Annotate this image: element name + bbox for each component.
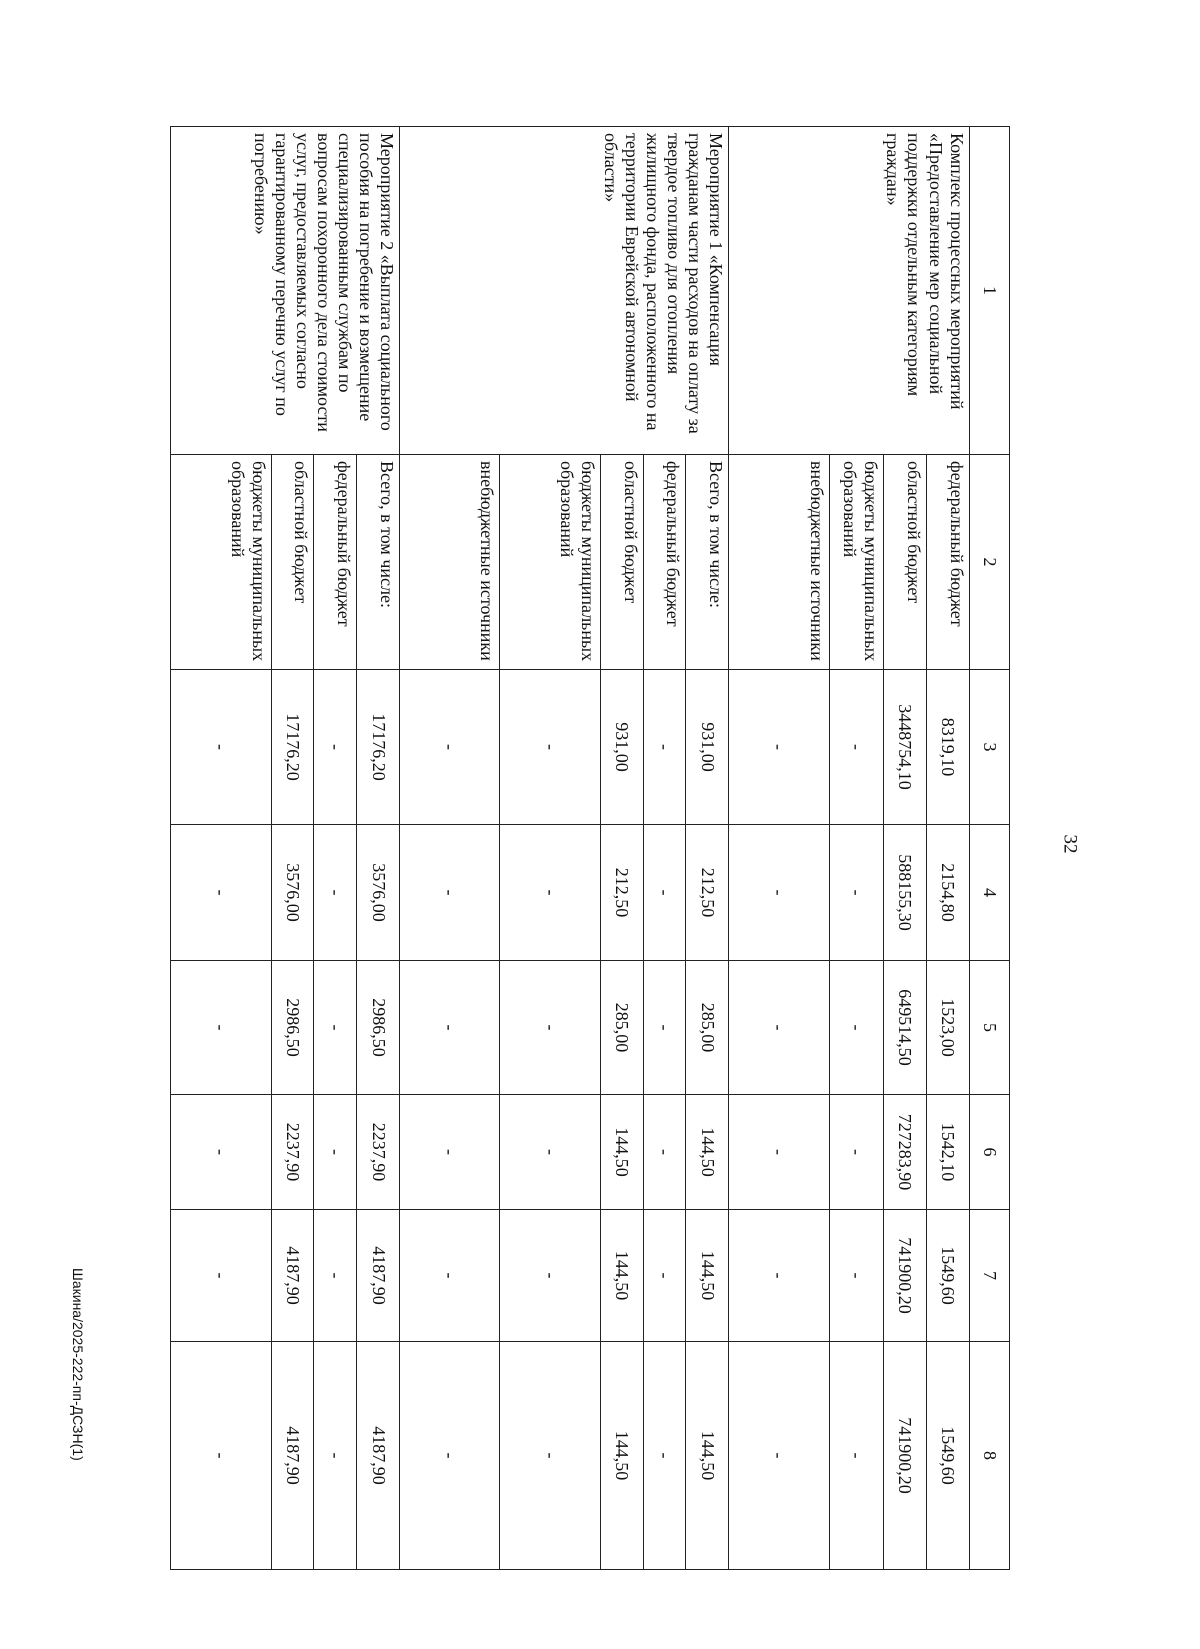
value-cell: 2237,90 xyxy=(357,1095,400,1210)
value-cell: - xyxy=(643,1210,686,1342)
value-cell: - xyxy=(314,1210,357,1342)
page-number: 32 xyxy=(1059,834,1081,854)
value-cell: - xyxy=(829,1210,883,1342)
value-cell: - xyxy=(643,670,686,825)
value-cell: 741900,20 xyxy=(884,1342,927,1570)
value-cell: 649514,50 xyxy=(884,961,927,1095)
value-cell: - xyxy=(829,670,883,825)
funding-source: внебюджетные источники xyxy=(399,455,500,670)
value-cell: - xyxy=(500,1210,601,1342)
value-cell: 144,50 xyxy=(686,1210,729,1342)
header-row xyxy=(969,127,1009,1570)
value-cell: 2986,50 xyxy=(357,961,400,1095)
value-cell: 2154,80 xyxy=(926,825,969,961)
value-cell: - xyxy=(643,961,686,1095)
budget-table xyxy=(170,126,1010,1570)
funding-source: бюджеты муниципальных образований xyxy=(171,455,272,670)
header-cell-3: 3 xyxy=(969,670,1009,825)
value-cell: - xyxy=(171,1342,272,1570)
funding-source: федеральный бюджет xyxy=(314,455,357,670)
value-cell: - xyxy=(171,1095,272,1210)
value-cell: 212,50 xyxy=(686,825,729,961)
header-cell-5: 5 xyxy=(969,961,1009,1095)
value-cell: - xyxy=(729,1210,830,1342)
value-cell: 727283,90 xyxy=(884,1095,927,1210)
group-title: Мероприятие 1 «Компенсация гражданам части расходов на оплату за твердое топливо для отопления жилищного фонда, расположенного на территории Еврейской автономной области» xyxy=(399,127,728,455)
value-cell: - xyxy=(729,961,830,1095)
value-cell: - xyxy=(399,1095,500,1210)
value-cell: 3576,00 xyxy=(357,825,400,961)
value-cell: - xyxy=(314,825,357,961)
value-cell: - xyxy=(729,1342,830,1570)
value-cell: 144,50 xyxy=(600,1095,643,1210)
value-cell: 3448754,10 xyxy=(884,670,927,825)
rotated-table-container xyxy=(170,126,1010,1569)
value-cell: - xyxy=(829,825,883,961)
value-cell: - xyxy=(643,1342,686,1570)
group-title: Комплекс процессных мероприятий «Предоставление мер социальной поддержки отдельным категориям граждан» xyxy=(729,127,969,455)
value-cell: - xyxy=(171,961,272,1095)
value-cell: - xyxy=(399,1342,500,1570)
value-cell: 212,50 xyxy=(600,825,643,961)
header-cell-2: 2 xyxy=(969,455,1009,670)
value-cell: 285,00 xyxy=(600,961,643,1095)
value-cell: - xyxy=(314,961,357,1095)
value-cell: - xyxy=(829,961,883,1095)
value-cell: 144,50 xyxy=(686,1342,729,1570)
funding-source: бюджеты муниципальных образований xyxy=(500,455,601,670)
value-cell: 144,50 xyxy=(600,1342,643,1570)
value-cell: 1549,60 xyxy=(926,1342,969,1570)
funding-source: Всего, в том числе: xyxy=(686,455,729,670)
table-row xyxy=(926,127,969,1570)
value-cell: 4187,90 xyxy=(271,1210,314,1342)
header-cell-6: 6 xyxy=(969,1095,1009,1210)
value-cell: 17176,20 xyxy=(357,670,400,825)
value-cell: - xyxy=(399,961,500,1095)
value-cell: - xyxy=(399,670,500,825)
value-cell: 1549,60 xyxy=(926,1210,969,1342)
funding-source: областной бюджет xyxy=(884,455,927,670)
value-cell: - xyxy=(171,1210,272,1342)
value-cell: 1542,10 xyxy=(926,1095,969,1210)
value-cell: - xyxy=(729,825,830,961)
value-cell: 2237,90 xyxy=(271,1095,314,1210)
funding-source: Всего, в том числе: xyxy=(357,455,400,670)
value-cell: - xyxy=(643,1095,686,1210)
value-cell: - xyxy=(500,825,601,961)
header-cell-7: 7 xyxy=(969,1210,1009,1342)
value-cell: 931,00 xyxy=(686,670,729,825)
table-body xyxy=(171,127,1010,1570)
value-cell: - xyxy=(829,1342,883,1570)
funding-source: внебюджетные источники xyxy=(729,455,830,670)
table-row xyxy=(686,127,729,1570)
value-cell: 285,00 xyxy=(686,961,729,1095)
value-cell: 4187,90 xyxy=(357,1342,400,1570)
group-title: Мероприятие 2 «Выплата социального пособия на погребение и возмещение специализированным службам по вопросам похоронного дела стоимости услуг, предоставляемых согласно гарантированному перечню услуг по погребению» xyxy=(171,127,400,455)
funding-source: областной бюджет xyxy=(271,455,314,670)
funding-source: бюджеты муниципальных образований xyxy=(829,455,883,670)
value-cell: - xyxy=(399,1210,500,1342)
footer-code: Шакина/2025-222-пп-ДСЗН(1) xyxy=(70,1268,86,1461)
value-cell: 588155,30 xyxy=(884,825,927,961)
value-cell: 144,50 xyxy=(600,1210,643,1342)
table-row xyxy=(357,127,400,1570)
value-cell: - xyxy=(500,1342,601,1570)
header-cell-1: 1 xyxy=(969,127,1009,455)
value-cell: 4187,90 xyxy=(357,1210,400,1342)
value-cell: - xyxy=(643,825,686,961)
value-cell: - xyxy=(314,670,357,825)
value-cell: 931,00 xyxy=(600,670,643,825)
value-cell: 3576,00 xyxy=(271,825,314,961)
value-cell: - xyxy=(314,1342,357,1570)
value-cell: - xyxy=(500,961,601,1095)
value-cell: - xyxy=(500,670,601,825)
value-cell: 1523,00 xyxy=(926,961,969,1095)
funding-source: федеральный бюджет xyxy=(926,455,969,670)
funding-source: федеральный бюджет xyxy=(643,455,686,670)
value-cell: - xyxy=(500,1095,601,1210)
funding-source: областной бюджет xyxy=(600,455,643,670)
value-cell: 17176,20 xyxy=(271,670,314,825)
value-cell: 2986,50 xyxy=(271,961,314,1095)
value-cell: 4187,90 xyxy=(271,1342,314,1570)
header-cell-4: 4 xyxy=(969,825,1009,961)
value-cell: - xyxy=(729,1095,830,1210)
value-cell: - xyxy=(399,825,500,961)
value-cell: - xyxy=(314,1095,357,1210)
value-cell: - xyxy=(829,1095,883,1210)
value-cell: 741900,20 xyxy=(884,1210,927,1342)
header-cell-8: 8 xyxy=(969,1342,1009,1570)
value-cell: - xyxy=(171,670,272,825)
value-cell: - xyxy=(729,670,830,825)
value-cell: 8319,10 xyxy=(926,670,969,825)
value-cell: - xyxy=(171,825,272,961)
value-cell: 144,50 xyxy=(686,1095,729,1210)
